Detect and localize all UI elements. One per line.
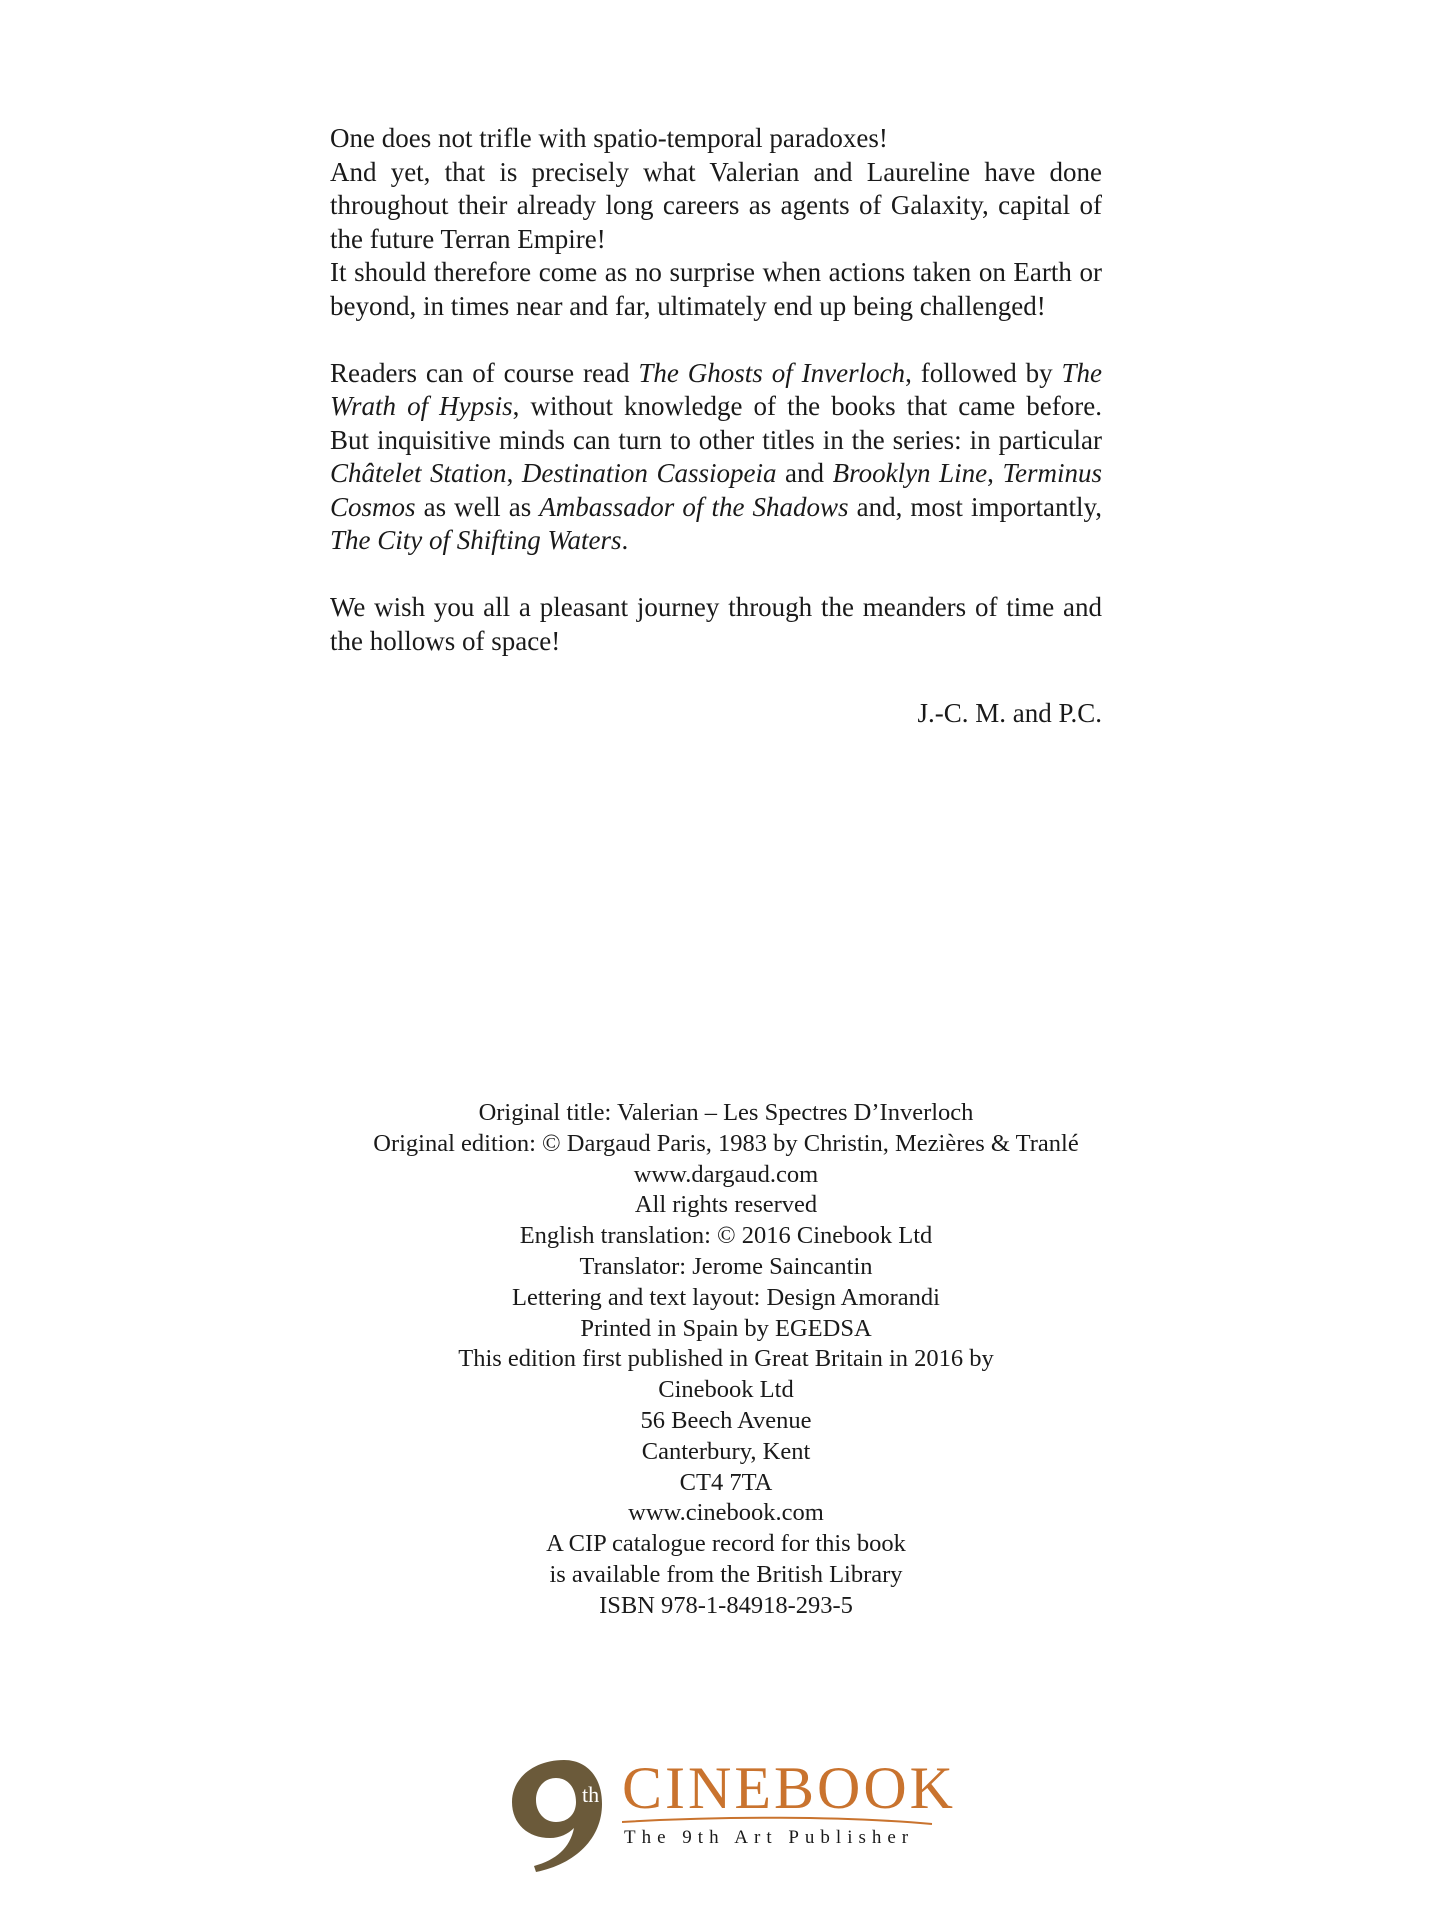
book-title: The Wrath of Hypsis <box>330 357 1103 421</box>
logo-wordmark: CINEBOOK <box>622 1755 956 1821</box>
credit-line: Translator: Jerome Saincantin <box>579 1252 873 1280</box>
foreword-paragraph-1 <box>330 122 1102 323</box>
cinebook-logo <box>494 1754 956 1874</box>
foreword-text <box>330 122 1102 658</box>
text-run: . <box>621 525 629 555</box>
credit-line: ISBN 978-1-84918-293-5 <box>599 1591 853 1619</box>
foreword-paragraph-3: We wish you all a pleasant journey through the meanders of time and the hollows of space! <box>330 592 1102 656</box>
credit-line: Printed in Spain by EGEDSA <box>580 1314 872 1342</box>
book-title: Châtelet Station <box>330 458 507 488</box>
numeral-suffix: th <box>582 1782 600 1807</box>
credit-line: A CIP catalogue record for this book <box>546 1530 906 1558</box>
foreword-line: It should therefore come as no surprise when actions taken on Earth or beyond, in times near and far, ultimately end up being challenged! <box>330 257 1102 321</box>
credit-line: www.cinebook.com <box>628 1499 824 1527</box>
text-run: , followed by <box>905 357 1062 388</box>
text-run: , without knowledge of the books that came before. But inquisitive minds can turn to other titles in the series: in particular <box>330 391 1102 455</box>
text-run: and <box>776 458 833 488</box>
book-title: The City of Shifting Waters <box>330 525 622 555</box>
credit-line: Cinebook Ltd <box>658 1376 794 1404</box>
book-title: Destination Cassiopeia <box>521 458 777 488</box>
text-run: and, most importantly, <box>848 491 1102 522</box>
credit-line: CT4 7TA <box>679 1468 773 1496</box>
foreword-line: One does not trifle with spatio-temporal paradoxes! <box>330 123 888 153</box>
credit-line: 56 Beech Avenue <box>640 1406 812 1434</box>
foreword-line: And yet, that is precisely what Valerian and Laureline have done throughout their already long careers as agents of Galaxity, capital of the future Terran Empire! <box>330 156 1102 254</box>
credit-line: is available from the British Library <box>549 1560 903 1588</box>
credit-line: Original edition: © Dargaud Paris, 1983 by Christin, Mezières & Tranlé <box>373 1129 1079 1157</box>
foreword-paragraph-2 <box>330 357 1102 558</box>
text-run: , <box>506 458 522 488</box>
credit-line: Canterbury, Kent <box>641 1437 811 1465</box>
book-title: The Ghosts of Inverloch <box>638 357 906 388</box>
credit-line: This edition first published in Great Britain in 2016 by <box>458 1345 994 1373</box>
credit-line: Original title: Valerian – Les Spectres D’Inverloch <box>478 1099 974 1126</box>
text-run: , <box>987 458 1003 488</box>
wordmark-swash <box>622 1812 934 1826</box>
copyright-credits <box>226 1098 1226 1622</box>
credit-line: Lettering and text layout: Design Amorandi <box>512 1283 940 1311</box>
credit-line: English translation: © 2016 Cinebook Ltd <box>519 1222 933 1250</box>
logo-tagline: The 9th Art Publisher <box>624 1827 915 1848</box>
text-run: as well as <box>415 491 540 522</box>
credit-line: All rights reserved <box>634 1191 818 1219</box>
text-run: Readers can of course read <box>330 357 639 388</box>
foreword-signature: J.-C. M. and P.C. <box>917 698 1102 728</box>
book-title: Terminus Cosmos <box>330 458 1103 522</box>
nine-th-numeral-icon <box>494 1754 624 1874</box>
book-title: Ambassador of the Shadows <box>539 491 849 522</box>
credit-line: www.dargaud.com <box>633 1160 819 1188</box>
book-title: Brooklyn Line <box>832 458 988 488</box>
